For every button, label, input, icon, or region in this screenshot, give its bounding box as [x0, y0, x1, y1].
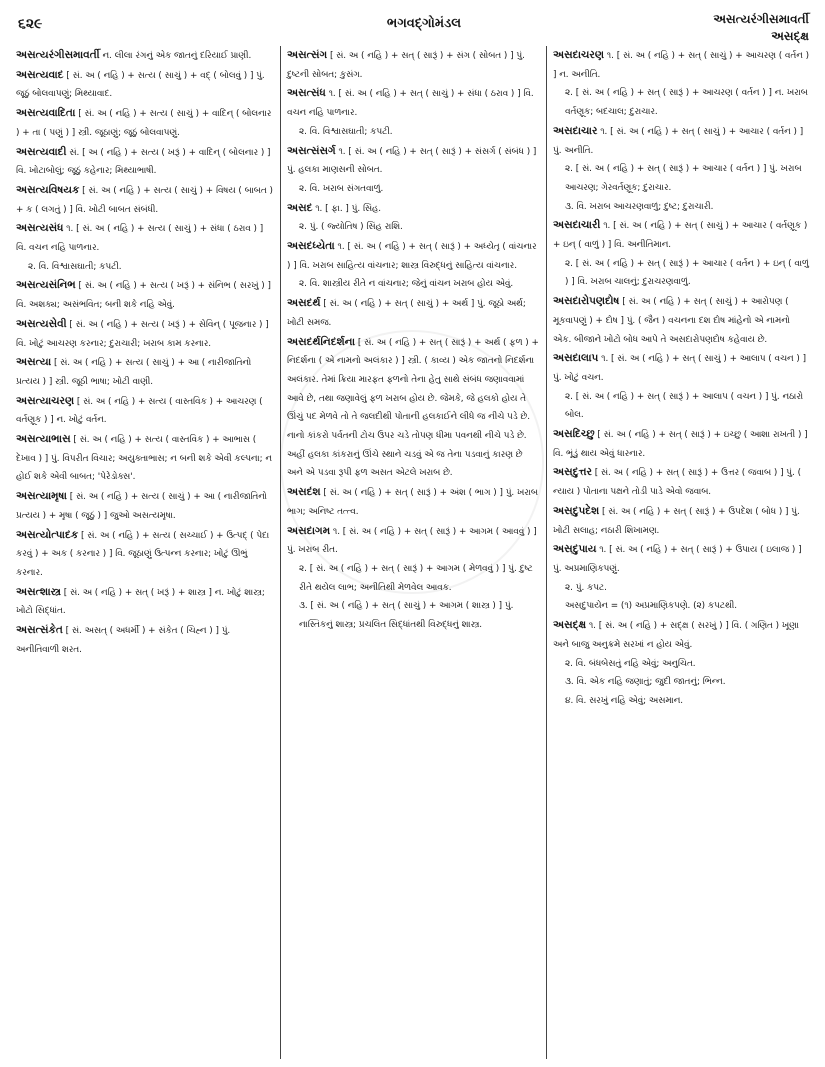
entry-sense: ૨. વિ. બંધબેસતું નહિ એવું; અનુચિત.: [565, 658, 696, 669]
dictionary-entry: [16, 526, 274, 583]
entry-headword: અસત્સંગ: [287, 49, 328, 61]
dictionary-entry: [287, 483, 540, 521]
guide-words: [713, 11, 809, 45]
entry-definition: [ સં. અ ( નહિ ) + સત્ય ( ખરૂં ) + સંનિભ ( સરખું ) ] વિ. અશક્ય; અસંભવિત; બની શકે નહિ એવું.: [16, 281, 271, 311]
entry-headword: અસત્યસંનિભ: [16, 279, 76, 292]
dictionary-entry: [553, 425, 809, 463]
entry-definition: ૧. [ સં. અ ( નહિ ) + સત્ ( સાચું ) + સંધા ( ઠરાવ ) ] વિ. વચન નહિ પાળનાર.: [287, 89, 534, 119]
dictionary-entry: [16, 104, 274, 142]
entry-definition: [ સં. અ ( નહિ ) + સત્ય ( વાસ્તવિક ) + આચરણ ( વર્તણૂક ) ] ન. ખોટું વર્તન.: [16, 396, 263, 426]
entry-headword: અસદંશ: [287, 486, 321, 499]
entry-definition: [ સં. અ ( નહિ ) + સત્ય ( સાચું ) + વિષય ( બાબત ) + ક ( લગતું ) ] વિ. ખોટી બાબત સંબંધી.: [16, 185, 273, 215]
entry-sense: ૨. વિ. વિશ્વાસઘાતી; કપટી.: [28, 261, 122, 272]
entry-definition: ૧. [ સં. અ ( નહિ ) + સત્ય ( સાચું ) + સંધા ( ઠરાવ ) ] વિ. વચન નહિ પાળનાર.: [16, 224, 264, 254]
dictionary-entry: [16, 46, 274, 66]
entry-definition: ૧. [ સં. અ ( નહિ ) + સત્ ( સારૂં ) + અધ્યેતૃ ( વાંચનાર ) ] વિ. ખરાબ સાહિત્ય વાંચનાર; શાસ્ત્ર વિરુદ્ધનું સાહિત્ય વાંચનાર.: [287, 242, 537, 271]
entry-definition: [ સં. અ ( નહિ ) + સત્ ( સારૂં ) + ઇચ્છુ ( આશા રાખતી ) ] વિ. ભૂંડું થાય એવું ધારનાર.: [553, 430, 808, 459]
entry-sense: ૨. પું. ( જ્યોતિષ ) સિંહ રાશિ.: [299, 222, 403, 233]
dictionary-entry: [16, 315, 274, 353]
dictionary-entry: [16, 583, 274, 621]
entry-headword: અસદુત્તર: [553, 466, 592, 479]
entry-definition: [ સં. અ ( નહિ ) + સત્ય ( વાસ્તવિક ) + આભાસ ( દેખાવ ) ] પું. વિપરીત વિચાર; અયુક્તાભાસ; ન બની શકે એવી કલ્પના; ન હોઈ શકે એવી બાબત; 'પેરેડોક્સ'.: [16, 435, 272, 483]
dictionary-entry: [16, 181, 274, 219]
entry-sense: ૪. વિ. સરખું નહિ એવું; અસમાન.: [565, 695, 684, 706]
entry-headword: અસદુપાય: [553, 543, 597, 556]
columns: [14, 46, 815, 1059]
dictionary-entry: [16, 66, 274, 104]
entry-headword: અસત્યવાદ: [16, 68, 64, 81]
page-number: ૬૨૯: [18, 16, 43, 32]
dictionary-entry: [553, 216, 809, 254]
entry-headword: અસદ્ક્ષ: [553, 619, 587, 632]
dictionary-entry: [553, 502, 809, 540]
entry-headword: અસદાચાર: [553, 124, 598, 137]
dictionary-entry: [16, 392, 274, 430]
entry-definition: ૧. [ સં. અ ( નહિ ) + સત્ ( સારૂં ) + આગમ ( આવવું ) ] પું. ખરાબ રીત.: [287, 526, 537, 556]
entry-headword: અસત્યરંગીસમાવર્તી: [16, 49, 100, 61]
dictionary-entry: [16, 353, 274, 391]
entry-headword: અસદર્થનિદર્શના: [287, 335, 356, 348]
dictionary-entry: [287, 333, 540, 484]
entry-sense: ૨. [ સં. અ ( નહિ ) + સત્ ( સારૂં ) + આચરણ ( વર્તન ) ] ન. ખરાબ વર્તણૂક; બદચાલ; દુરાચાર.: [565, 88, 808, 118]
entry-sense: ૨. [ સં. અ ( નહિ ) + સત્ ( સારૂં ) + આચાર ( વર્તન ) ] પું. ખરાબ આચરણ; ગેરવર્તણૂક; દુરાચાર.: [565, 164, 802, 193]
dictionary-entry: [287, 522, 540, 560]
entry-sense: ૨. વિ. વિશ્વાસઘાતી; કપટી.: [299, 126, 393, 137]
entry-sense: ૩. વિ. ખરાબ આચરણવાળું; દુષ્ટ; દુરાચારી.: [565, 201, 714, 212]
entry-headword: અસત્યવાદી: [16, 145, 67, 158]
entry-headword: અસત્યવિષયક: [16, 183, 80, 196]
entry-definition: [ સં. અસત્ ( અધર્મી ) + સંકેત ( ચિહ્ન ) ] પું. અનીતિવાળી શરત.: [16, 626, 231, 655]
dictionary-entry: [287, 84, 540, 122]
entry-headword: અસદધ્યેતા: [287, 240, 335, 253]
entry-sense: ૨. પું. કપટ.: [565, 582, 607, 593]
entry-headword: અસદાલાપ: [553, 352, 599, 365]
entry-headword: અસદાચરણ: [553, 49, 605, 61]
entry-definition: [ સં. અ ( નહિ ) + સત્ ( સાચું ) + અર્થ ] પું. જૂઠો અર્થ; ખોટી સમજ.: [287, 299, 526, 328]
entry-definition: [ સં. અ ( નહિ ) + સત્ય ( ખરૂં ) + સેવિન્ ( પૂજનાર ) ] વિ. ખોટું આચરણ કરનાર; દુરાચારી; ખરાબ કામ કરનાર.: [16, 319, 269, 349]
entry-sense: ૨. વિ. ખરાબ સંગતવાળું.: [299, 183, 384, 194]
entry-definition: [ સં. અ ( નહિ ) + સત્ ( સાચું ) + આરોપણ ( મૂકવાપણું ) + દોષ ] પું. ( જૈન ) વચનના દશ દોષ માંહેનો એ નામનો એક. બીજાને ખોટો બોધ આપે તે અસદારોપણદોષ કહેવાય છે.: [553, 297, 790, 345]
column-1: [14, 46, 280, 1059]
entry-definition: [ સં. અ ( નહિ ) + સત્ ( સારૂં ) + સંગ ( સોબત ) ] પું. દુષ્ટની સોબત; કુસંગ.: [287, 51, 525, 80]
entry-headword: અસદિચ્છુ: [553, 428, 595, 441]
entry-headword: અસદ: [287, 201, 313, 214]
dictionary-entry: [16, 430, 274, 487]
dictionary-entry: [553, 292, 809, 349]
entry-headword: અસદર્થ: [287, 297, 321, 310]
entry-headword: અસત્યાભાસ: [16, 433, 71, 446]
dictionary-entry: [553, 463, 809, 501]
entry-headword: અસદાચારી: [553, 219, 601, 232]
dictionary-entry: [16, 621, 274, 659]
guide-word-first: અસત્યરંગીસમાવર્તી: [713, 12, 809, 26]
guide-word-last: અસદ્ક્ષ: [771, 29, 809, 43]
entry-definition: ૧. [ સં. અ ( નહિ ) + સત્ ( સાચું ) + આચરણ ( વર્તન ) ] ન. અનીતિ.: [553, 51, 810, 80]
entry-definition: સં. [ અ ( નહિ ) + સત્ય ( ખરૂં ) + વાદિન્ ( બોલનાર ) ] વિ. ખોટાબોલું; જૂઠું કહેનાર; મિથ્યાભાષી.: [16, 147, 271, 177]
entry-headword: અસત્યામૃષા: [16, 490, 67, 503]
dictionary-entry: [553, 540, 809, 578]
dictionary-entry: [287, 199, 540, 219]
dictionary-entry: [553, 46, 809, 84]
entry-definition: [ સં. અ ( નહિ ) + સત્ ( સારૂં ) + અર્થ ( ફળ ) + નિદર્શના ( એ નામનો અલંકાર ) ] સ્ત્રી. ( કાવ્ય ) એક જાતનો નિદર્શના અલંકાર. તેમાં ક્રિયા મારફત ફળનો તેના હેતુ સાથે સંબંધ જણાવવામાં આવે છે, તથા જણાવેલું ફળ ખરાબ હોય છે. જેમકે, જે હલકો હોય તે ઊંચું પદ મેળવે તો તે જલદીથી પોતાની હલકાઈને લીધે જ નીચે પડે છે. નાનો કાંકરો પર્વતની ટોચ ઉપર ચડે તોપણ ધીમા પવનથી નીચે પડે છે. અહીં હલકા કાંકરાનું ઊંચે સ્થાને ચડવું એ જ તેના પડવાનું કારણ છે અને એ પડવા રૂપી ફળ અસત એટલે ખરાબ છે.: [287, 337, 539, 479]
dictionary-entry: [287, 237, 540, 275]
entry-sense: ૨. વિ. શાસ્ત્રીય રીતે ન વાંચનાર; જેનું વાંચન ખરાબ હોય એવું.: [299, 279, 514, 290]
entry-sense: ૨. [ સં. અ ( નહિ ) + સત્ ( સારૂં ) + આચાર ( વર્તન ) + ઇન્ ( વાળું ) ] વિ. ખરાબ ચાલનું; દુરાચરણવાળું.: [565, 258, 809, 288]
page-header: [14, 8, 815, 50]
entry-sense: ૩. [ સં. અ ( નહિ ) + સત્ ( સાચું ) + આગમ ( શાસ્ત્ર ) ] પું. નાસ્તિકનું શાસ્ત્ર; પ્રચલિત સિદ્ધાંતથી વિરુદ્ધનું શાસ્ત્ર.: [299, 601, 514, 631]
entry-sense: ૩. વિ. એક નહિ જણાતું; જુદી જાતનું; ભિન્ન.: [565, 677, 726, 688]
entry-definition: [ સં. અ ( નહિ ) + સત્ય ( સાચું ) + વાદિન્ ( બોલનાર ) + તા ( પણું ) ] સ્ત્રી. જૂઠાણું; જૂઠું બોલવાપણું.: [16, 109, 272, 138]
entry-headword: અસદારોપણદોષ: [553, 295, 620, 308]
entry-definition: [ સં. અ ( નહિ ) + સત્ ( ખરૂં ) + શાસ્ત્ર ] ન. ખોટું શાસ્ત્ર; ખોટો સિદ્ધાંત.: [16, 587, 265, 617]
entry-definition: [ સં. અ ( નહિ ) + સત્ય ( સાચું ) + આ ( નારીજાતિનો પ્રત્યય ) ] સ્ત્રી. જૂઠી ભાષા; ખોટી વાણી.: [16, 358, 252, 387]
entry-definition: [ સં. અ ( નહિ ) + સત્ ( સારૂં ) + ઉત્તર ( જવાબ ) ] પું. ( ન્યાય ) પોતાના પક્ષને તોડી પાડે એવો જવાબ.: [553, 468, 802, 498]
dictionary-entry: [16, 219, 274, 257]
entry-definition: ૧. [ સં. અ ( નહિ ) + સત્ ( સાચું ) + આચાર ( વર્તણૂક ) + ઇન્ ( વાળું ) ] વિ. અનીતિમાન.: [553, 221, 808, 251]
dictionary-entry: [287, 46, 540, 84]
entry-headword: અસત્યા: [16, 356, 52, 369]
entry-definition: ૧. [ સં. અ ( નહિ ) + સત્ ( સાચું ) + આચાર ( વર્તન ) ] પું. અનીતિ.: [553, 126, 804, 156]
column-2: [280, 46, 546, 1059]
entry-definition: ન. લીલા રંગનું એક જાતનું દરિયાઈ પ્રાણી.: [99, 51, 252, 61]
entry-headword: અસત્સંધ: [287, 87, 326, 100]
entry-definition: ૧. [ સં. અ ( નહિ ) + સત્ ( સારૂં ) + ઉપાય ( ઇલાજ ) ] પું. અપ્રમાણિકપણું.: [553, 545, 802, 574]
running-title: ભગવદ્ગોમંડલ: [386, 16, 462, 31]
dictionary-entry: [553, 349, 809, 387]
entry-definition: ૧. [ સં. અ ( નહિ ) + સત્ ( સાચું ) + આલાપ ( વચન ) ] પું. ખોટું વચન.: [553, 354, 807, 383]
entry-definition: ૧. [ સં. અ ( નહિ ) + સત્ ( સારૂં ) + સંસર્ગ ( સંબંધ ) ] પું. હલકા માણસની સોબત.: [287, 146, 537, 176]
dictionary-entry: [287, 142, 540, 180]
entry-definition: [ સં. અ ( નહિ ) + સત્ ( સારૂં ) + ઉપદેશ ( બોધ ) ] પું. ખોટી સલાહ; નઠારી શિખામણ.: [553, 506, 800, 536]
dictionary-entry: [287, 294, 540, 332]
dictionary-entry: [16, 487, 274, 525]
entry-definition: [ સં. અ ( નહિ ) + સત્ય ( સાચું ) + વદ્ ( બોલવું ) ] પું. જૂઠું બોલવાપણું; મિથ્યાવાદ.: [16, 70, 265, 100]
entry-headword: અસત્યવાદિતા: [16, 107, 76, 120]
entry-sense: ૨. [ સં. અ ( નહિ ) + સત્ ( સારૂં ) + આગમ ( મેળવવું ) ] પું. દુષ્ટ રીતે થયેલ લાભ; અનીતિથી મેળવેલ આવક.: [299, 563, 533, 593]
dictionary-entry: [553, 122, 809, 160]
column-3: [546, 46, 815, 1059]
entry-definition: ૧. [ સં. અ ( નહિ ) + સદ્ક્ષ ( સરખું ) ] વિ. ( ગણિત ) ખૂણા અને બાજુ અનુક્રમે સરખાં ન હોય એવું.: [553, 621, 799, 650]
entry-headword: અસત્સંસર્ગ: [287, 144, 336, 157]
dictionary-entry: [16, 276, 274, 314]
dictionary-entry: [553, 616, 809, 654]
entry-headword: અસત્સંકેત: [16, 624, 63, 637]
entry-definition: ૧. [ ફા. ] પું. સિંહ.: [312, 203, 382, 214]
entry-headword: અસત્યાચરણ: [16, 394, 75, 407]
entry-sense: અસદુપાયેન = (૧) અપ્રમાણિકપણે. (૨) કપટથી.: [565, 601, 738, 612]
dictionary-entry: [16, 143, 274, 181]
entry-definition: [ સં. અ ( નહિ ) + સત્ ( સારૂં ) + અંશ ( ભાગ ) ] પું. ખરાબ ભાગ; અનિષ્ટ તત્ત્વ.: [287, 488, 538, 517]
entry-headword: અસત્યસેવી: [16, 317, 67, 330]
entry-headword: અસત્યસંધ: [16, 222, 64, 235]
entry-headword: અસત્યોત્પાદક: [16, 528, 79, 541]
entry-sense: ૨. [ સં. અ ( નહિ ) + સત્ ( સારૂં ) + આલાપ ( વચન ) ] પું. નઠારો બોલ.: [565, 391, 804, 421]
entry-headword: અસત્શાસ્ત્ર: [16, 585, 61, 598]
entry-headword: અસદુપદેશ: [553, 504, 600, 517]
entry-definition: [ સં. અ ( નહિ ) + સત્ય ( સચ્ચાઈ ) + ઉત્પદ્ ( પેદા કરવું ) + અક ( કરનાર ) ] વિ. જૂઠાણું ઉત્પન્ન કરનાર; ખોટું ઊભું કરનાર.: [16, 530, 270, 578]
entry-definition: [ સં. અ ( નહિ ) + સત્ય ( સાચું ) + આ ( નારીજાતિનો પ્રત્યય ) + મૃષા ( જૂઠું ) ] જુઓ અસત્યમૃષા.: [16, 492, 268, 521]
entry-headword: અસદાગમ: [287, 524, 331, 537]
